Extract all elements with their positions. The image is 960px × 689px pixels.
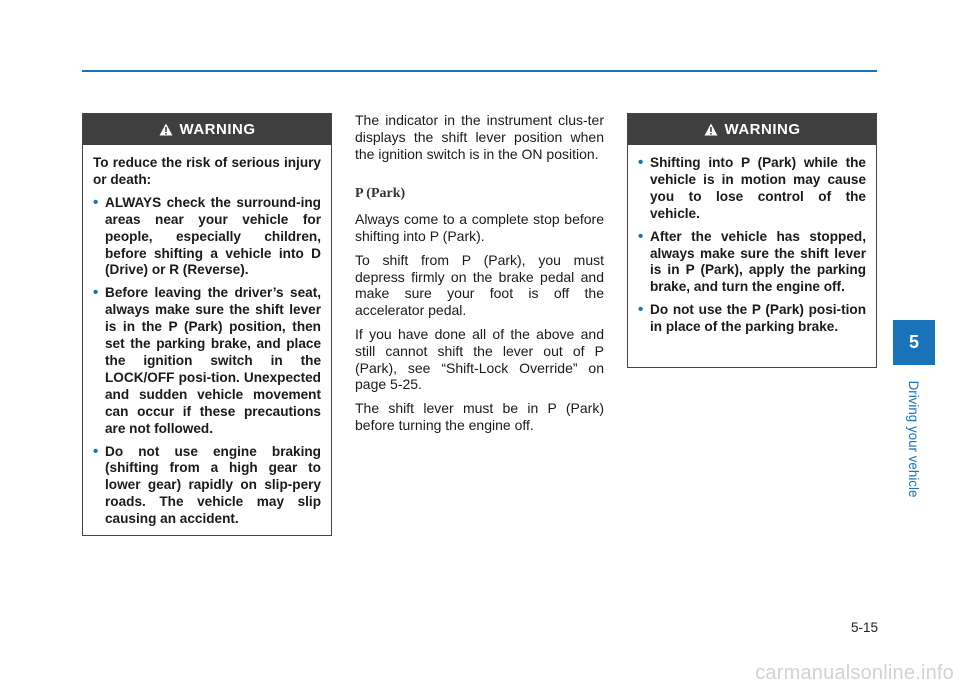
warning-item: • Do not use engine braking (shifting from a high gear to lower gear) rapidly on slip-pery roads. The vehicle may slip causing an accident. [93,444,321,529]
watermark: carmanualsonline.info [755,662,954,684]
page-number: 5-15 [850,620,878,635]
warning-box-right [627,113,877,368]
warning-triangle-icon [159,123,173,136]
body-paragraph: The shift lever must be in P (Park) before turning the engine off. [355,400,604,433]
warning-item: • Before leaving the driver’s seat, always make sure the shift lever is in the P (Park) position, then set the parking brake, and place the ignition switch in the LOCK/OFF posi-tion. Unexpected and sudden vehicle movement can occur if these precautions are not followed. [93,285,321,437]
warning-list [638,155,866,336]
chapter-title: Driving your vehicle [906,380,922,498]
header-rule [82,70,877,72]
body-intro: The indicator in the instrument clus-ter displays the shift lever position when the ignition switch is in the ON position. [355,112,604,162]
warning-header [83,114,331,145]
warning-title: WARNING [724,121,801,138]
warning-item: • ALWAYS check the surround-ing areas near your vehicle for people, especially children, before shifting a vehicle into D (Drive) or R (Reverse). [93,195,321,280]
body-paragraph: If you have done all of the above and still cannot shift the lever out of P (Park), see “Shift-Lock Override” on page 5-25. [355,325,604,393]
warning-item: • Shifting into P (Park) while the vehicle is in motion may cause you to lose control of the vehicle. [638,155,866,223]
body-column [355,112,604,441]
section-heading-park: P (Park) [355,186,406,202]
warning-intro: To reduce the risk of serious injury or death: [93,155,321,187]
warning-item: • Do not use the P (Park) posi-tion in place of the parking brake. [638,302,866,336]
warning-triangle-icon [704,123,718,136]
warning-box-left [82,113,332,536]
warning-list [93,195,321,528]
warning-item: • After the vehicle has stopped, always make sure the shift lever is in P (Park), apply the parking brake, and turn the engine off. [638,229,866,297]
chapter-tab: 5 [893,320,935,365]
warning-title: WARNING [179,121,256,138]
warning-header [628,114,876,145]
body-paragraph: To shift from P (Park), you must depress firmly on the brake pedal and make sure your foot is off the accelerator pedal. [355,251,604,319]
body-paragraph: Always come to a complete stop before shifting into P (Park). [355,211,604,244]
